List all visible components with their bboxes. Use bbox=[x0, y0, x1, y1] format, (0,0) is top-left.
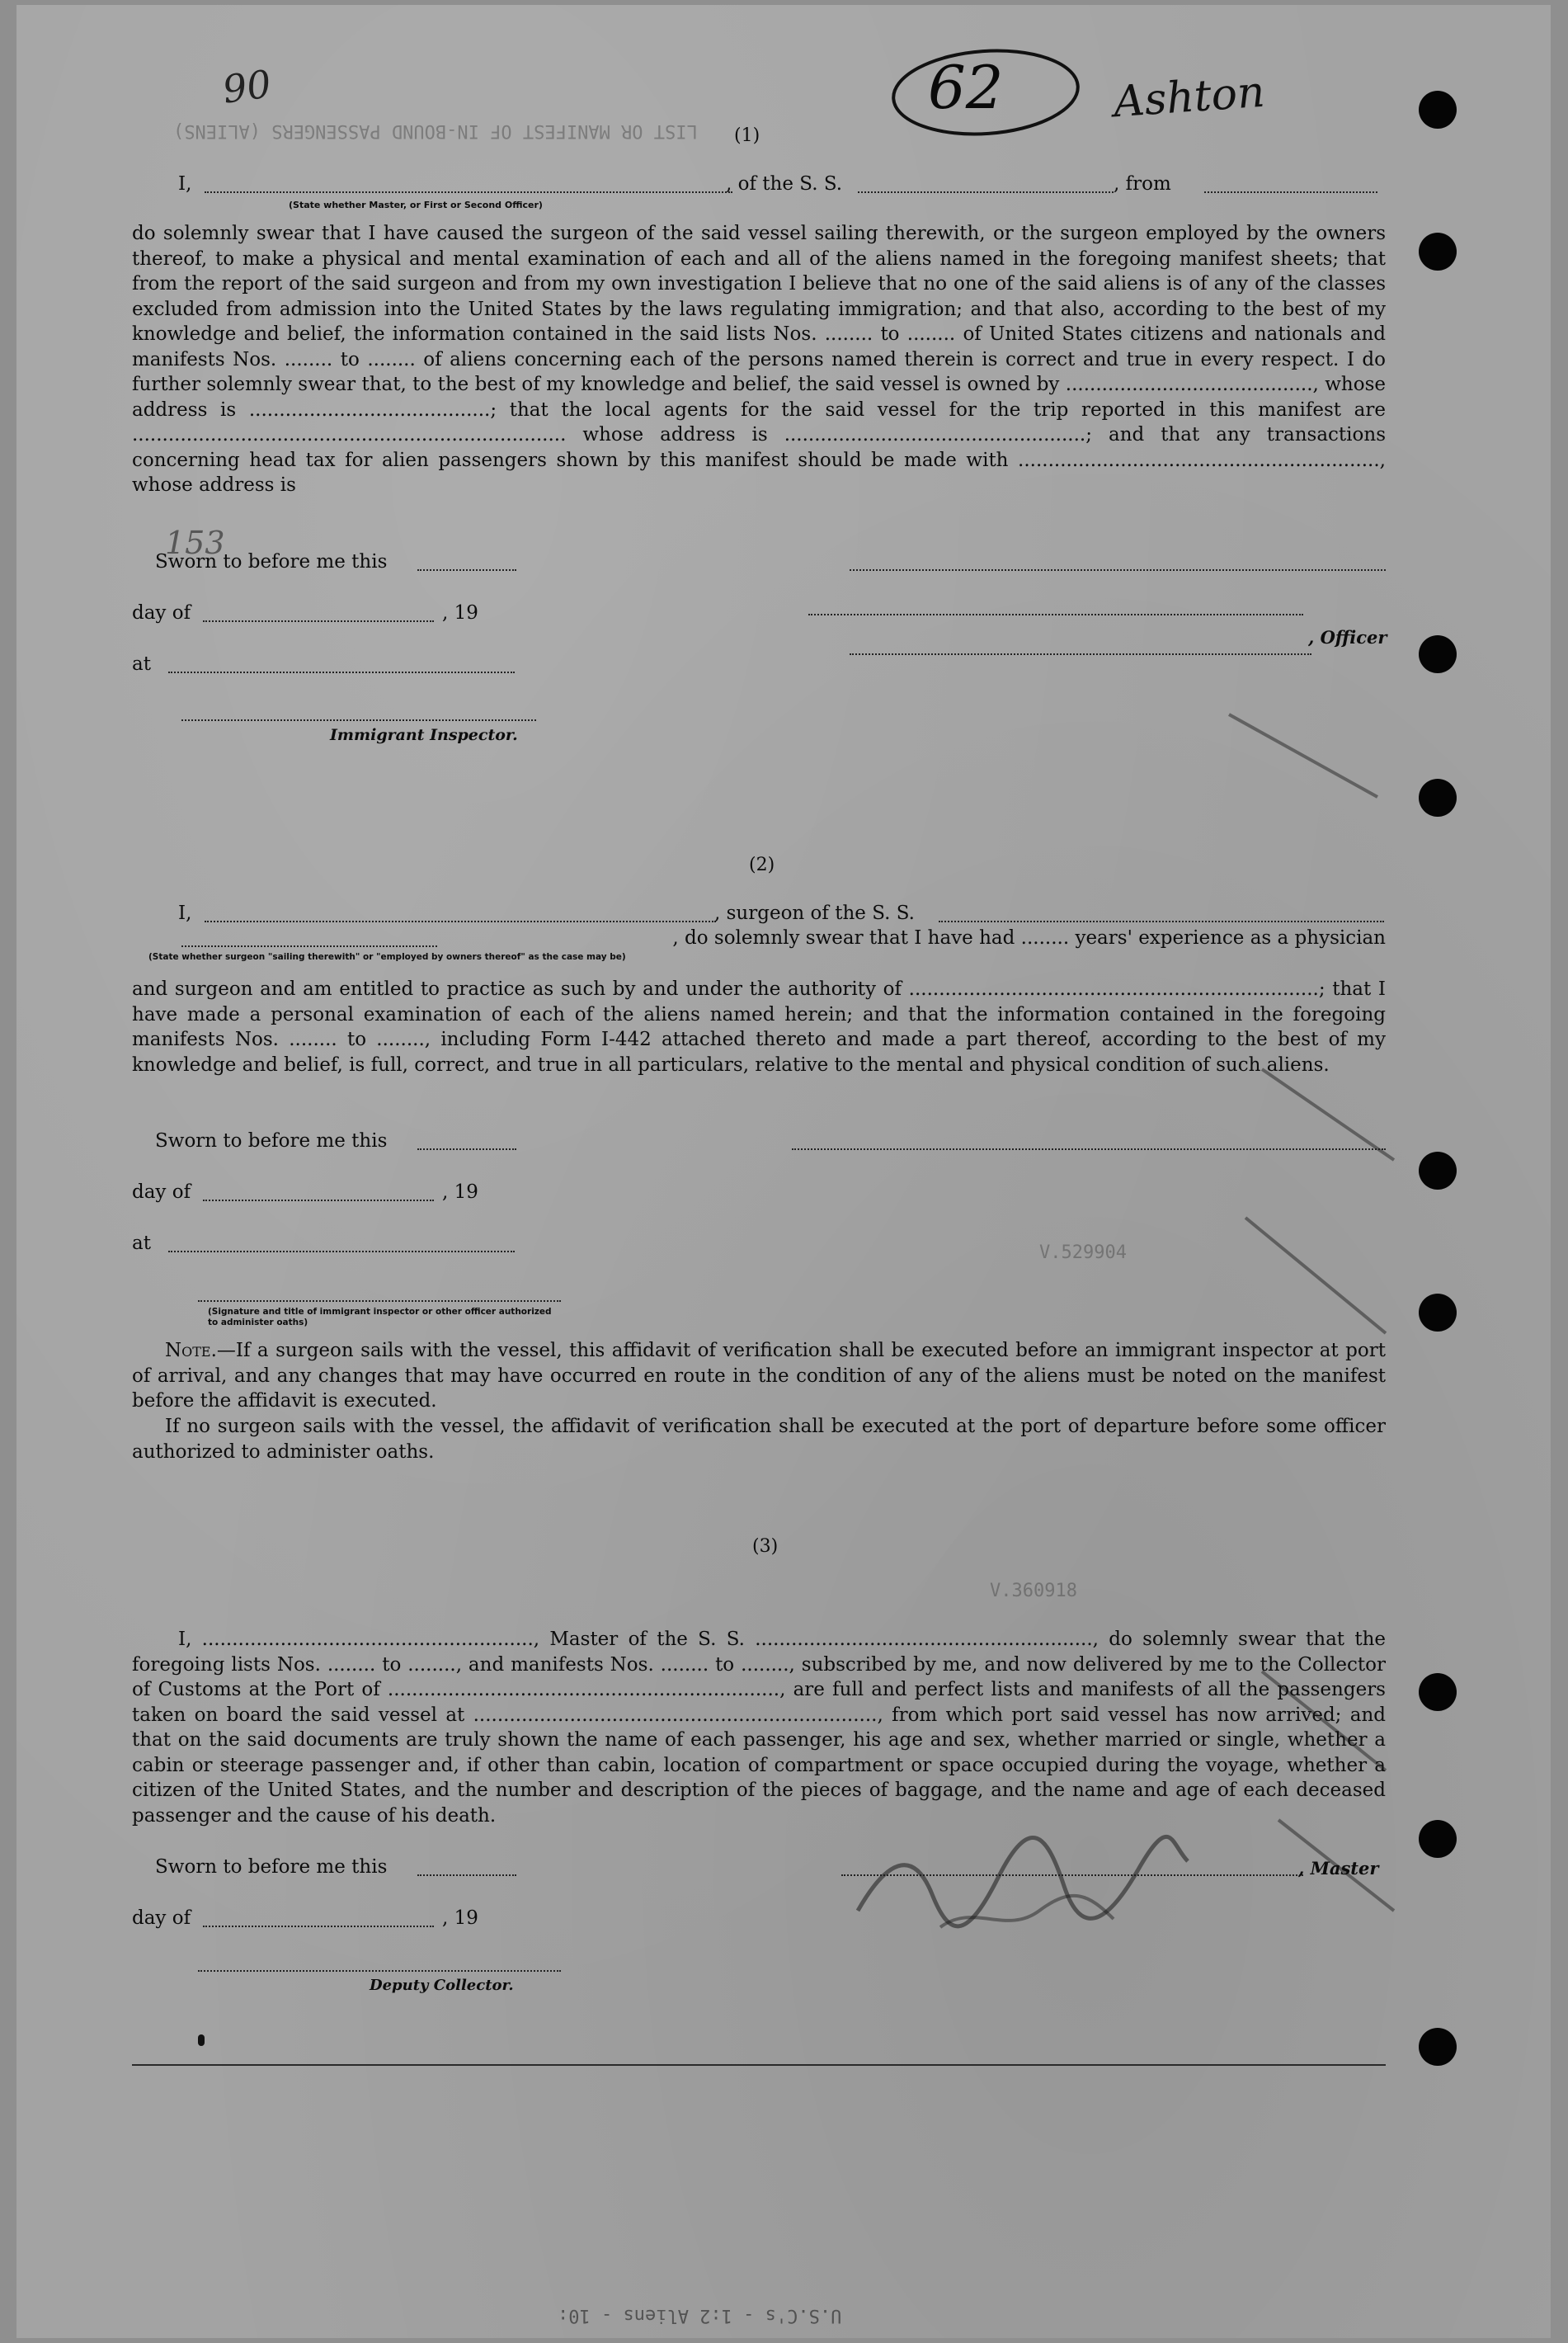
officer-name-blank bbox=[205, 177, 732, 193]
deputy-signature-line bbox=[198, 1970, 561, 1972]
section-2-sworn: Sworn to before me this bbox=[155, 1130, 388, 1152]
punch-hole bbox=[1419, 779, 1457, 817]
section-1-caption: (State whether Master, or First or Second Officer) bbox=[289, 200, 543, 210]
officer-title-line bbox=[850, 653, 1311, 655]
master-label: , Master bbox=[1298, 1858, 1379, 1879]
section-1-i: I, bbox=[178, 173, 192, 195]
punch-hole bbox=[1419, 1673, 1457, 1711]
section-2-day-of: day of bbox=[132, 1181, 191, 1203]
section-1-number: (1) bbox=[734, 125, 760, 146]
section-3-year: , 19 bbox=[442, 1907, 478, 1929]
section-2-years: , do solemnly swear that I have had ........ years' experience as a physician bbox=[672, 927, 1386, 949]
officer-signature-line bbox=[850, 569, 1386, 571]
section-1-year: , 19 bbox=[442, 602, 478, 624]
bottom-rule bbox=[132, 2064, 1386, 2066]
section-3-number: (3) bbox=[752, 1536, 779, 1557]
section-2-i: I, bbox=[178, 903, 192, 924]
section-3-day-of: day of bbox=[132, 1907, 191, 1929]
section-2-at-blank bbox=[168, 1236, 515, 1252]
punch-hole bbox=[1419, 635, 1457, 673]
officer-label: , Officer bbox=[1308, 627, 1387, 648]
sworn-day-blank bbox=[417, 554, 516, 571]
section-3-sworn: Sworn to before me this bbox=[155, 1856, 388, 1878]
section-2-year: , 19 bbox=[442, 1181, 478, 1203]
section-2-caption: (State whether surgeon "sailing therewith" or "employed by owners thereof" as the case may be) bbox=[148, 952, 626, 962]
top-left-handwriting: 90 bbox=[219, 61, 275, 112]
faint-handwritten-number: 153 bbox=[165, 525, 225, 561]
note-text: —If a surgeon sails with the vessel, this affidavit of verification shall be executed before an immigrant inspector at port of arrival, and any changes that may have occurred en route in the condition of any of the aliens must be noted on the manifest before the affidavit is executed. bbox=[132, 1340, 1386, 1412]
day-of-blank bbox=[203, 606, 434, 622]
section-1-body: do solemnly swear that I have caused the surgeon of the said vessel sailing therewith, or the surgeon employed by the owners thereof, to make a physical and mental examination of each and all of the aliens named in the foregoing manifest sheets; that from the report of the said surgeon and from my own investigation I believe that no one of the said aliens is of any of the classes excluded from admission into the United States by the laws regulating immigration; and that also, according to the best of my knowledge and belief, the information contained in the said lists Nos. ........ to ........ of United States citizens and nationals and manifests Nos. ........ to ........ of aliens concerning each of the persons named therein is correct and true in every respect. I do further solemnly swear that, to the best of my knowledge and belief, the said vessel is owned by ........................................., whose address is ........................................; that the local agents for the said vessel for the trip reported in this manifest are ........................................................................ whose address is ..................................................; and that any transactions concerning head tax for alien passengers shown by this manifest should be made with ............................................................, whose address is bbox=[132, 223, 1386, 496]
section-1-from: , from bbox=[1114, 173, 1171, 195]
at-blank bbox=[168, 657, 515, 673]
section-3-sworn-blank bbox=[417, 1860, 516, 1876]
punch-hole bbox=[1419, 233, 1457, 271]
punch-hole bbox=[1419, 1294, 1457, 1332]
inspector-label: Immigrant Inspector. bbox=[330, 726, 518, 744]
punch-hole bbox=[1419, 2028, 1457, 2066]
section-3-day-blank bbox=[203, 1911, 434, 1927]
section-2-surgeon-of: , surgeon of the S. S. bbox=[714, 903, 915, 924]
section-2-day-blank bbox=[203, 1185, 434, 1201]
circled-number: 62 bbox=[928, 53, 1004, 122]
vessel-name-blank bbox=[858, 177, 1114, 193]
section-1-day-of: day of bbox=[132, 602, 191, 624]
section-2-body: and surgeon and am entitled to practice as such by and under the authority of ....................................................................; that I have made a personal examination of each of the aliens named herein; and that the information contained in the foregoing manifests Nos. ........ to ........, including Form I-442 attached thereto and made a part thereof, according to the best of my knowledge and belief, is full, correct, and true in all particulars, relative to the mental and physical condition of such aliens. bbox=[132, 978, 1386, 1076]
bleed-through-column-2: V.360918 bbox=[990, 1581, 1077, 1601]
ink-mark bbox=[198, 2034, 205, 2046]
master-signature-scribble bbox=[841, 1820, 1204, 1952]
deputy-label: Deputy Collector. bbox=[370, 1977, 514, 1994]
section-2-signature-line bbox=[198, 1300, 561, 1302]
officer-line-2 bbox=[808, 614, 1303, 615]
section-2-note bbox=[132, 1338, 1386, 1414]
note-label: Note. bbox=[165, 1340, 217, 1361]
surgeon-name-blank bbox=[205, 906, 716, 922]
section-2-number: (2) bbox=[749, 855, 775, 875]
inspector-signature-line bbox=[181, 719, 536, 721]
section-3-body: I, ......................................................., Master of the S. S. ........................................................, do solemnly swear that the foregoing lists Nos. ........ to ........, and manifests Nos. ........ to ........, subscribed by me, and now delivered by me to the Collector of Customs at the Port of ................................................................., are full and perfect lists and manifests of all the passengers taken on board the said vessel at ..................................................................., from which port said vessel has now arrived; and that on the said documents are truly shown the name of each passenger, his age and sex, whether married or single, whether a cabin or steerage passenger and, if other than cabin, location of compartment or space occupied during the voyage, whether a citizen of the United States, and the number and description of the pieces of baggage, and the name and age of each deceased passenger and the cause of his death. bbox=[132, 1629, 1386, 1827]
top-right-handwriting: Ashton bbox=[1112, 67, 1267, 128]
punch-hole bbox=[1419, 1152, 1457, 1190]
section-2-at: at bbox=[132, 1233, 151, 1254]
section-2-note-2: If no surgeon sails with the vessel, the affidavit of verification shall be executed at the port of departure before some officer authorized to administer oaths. bbox=[132, 1416, 1386, 1463]
surgeon-blank-2 bbox=[181, 931, 437, 947]
section-1-at: at bbox=[132, 653, 151, 675]
manifest-sheet bbox=[16, 5, 1551, 2338]
diagonal-pencil-marks bbox=[1212, 681, 1410, 1968]
port-from-blank bbox=[1204, 177, 1377, 193]
bleed-through-header: LIST OR MANIFEST OF IN-BOUND PASSENGERS (ALIENS) bbox=[173, 120, 698, 141]
section-2-caption-2: (Signature and title of immigrant inspector or other officer authorized to administer oaths) bbox=[208, 1307, 552, 1327]
section-1-of-ss: , of the S. S. bbox=[726, 173, 843, 195]
footer-bleed-text: U.S.C's - 1:2 Aliens - 10: bbox=[558, 2305, 842, 2326]
bleed-through-column: V.529904 bbox=[1039, 1242, 1127, 1263]
section-2-sworn-blank bbox=[417, 1134, 516, 1150]
punch-hole bbox=[1419, 1820, 1457, 1858]
punch-hole bbox=[1419, 91, 1457, 129]
section-1-sworn: Sworn to before me this bbox=[155, 551, 388, 573]
